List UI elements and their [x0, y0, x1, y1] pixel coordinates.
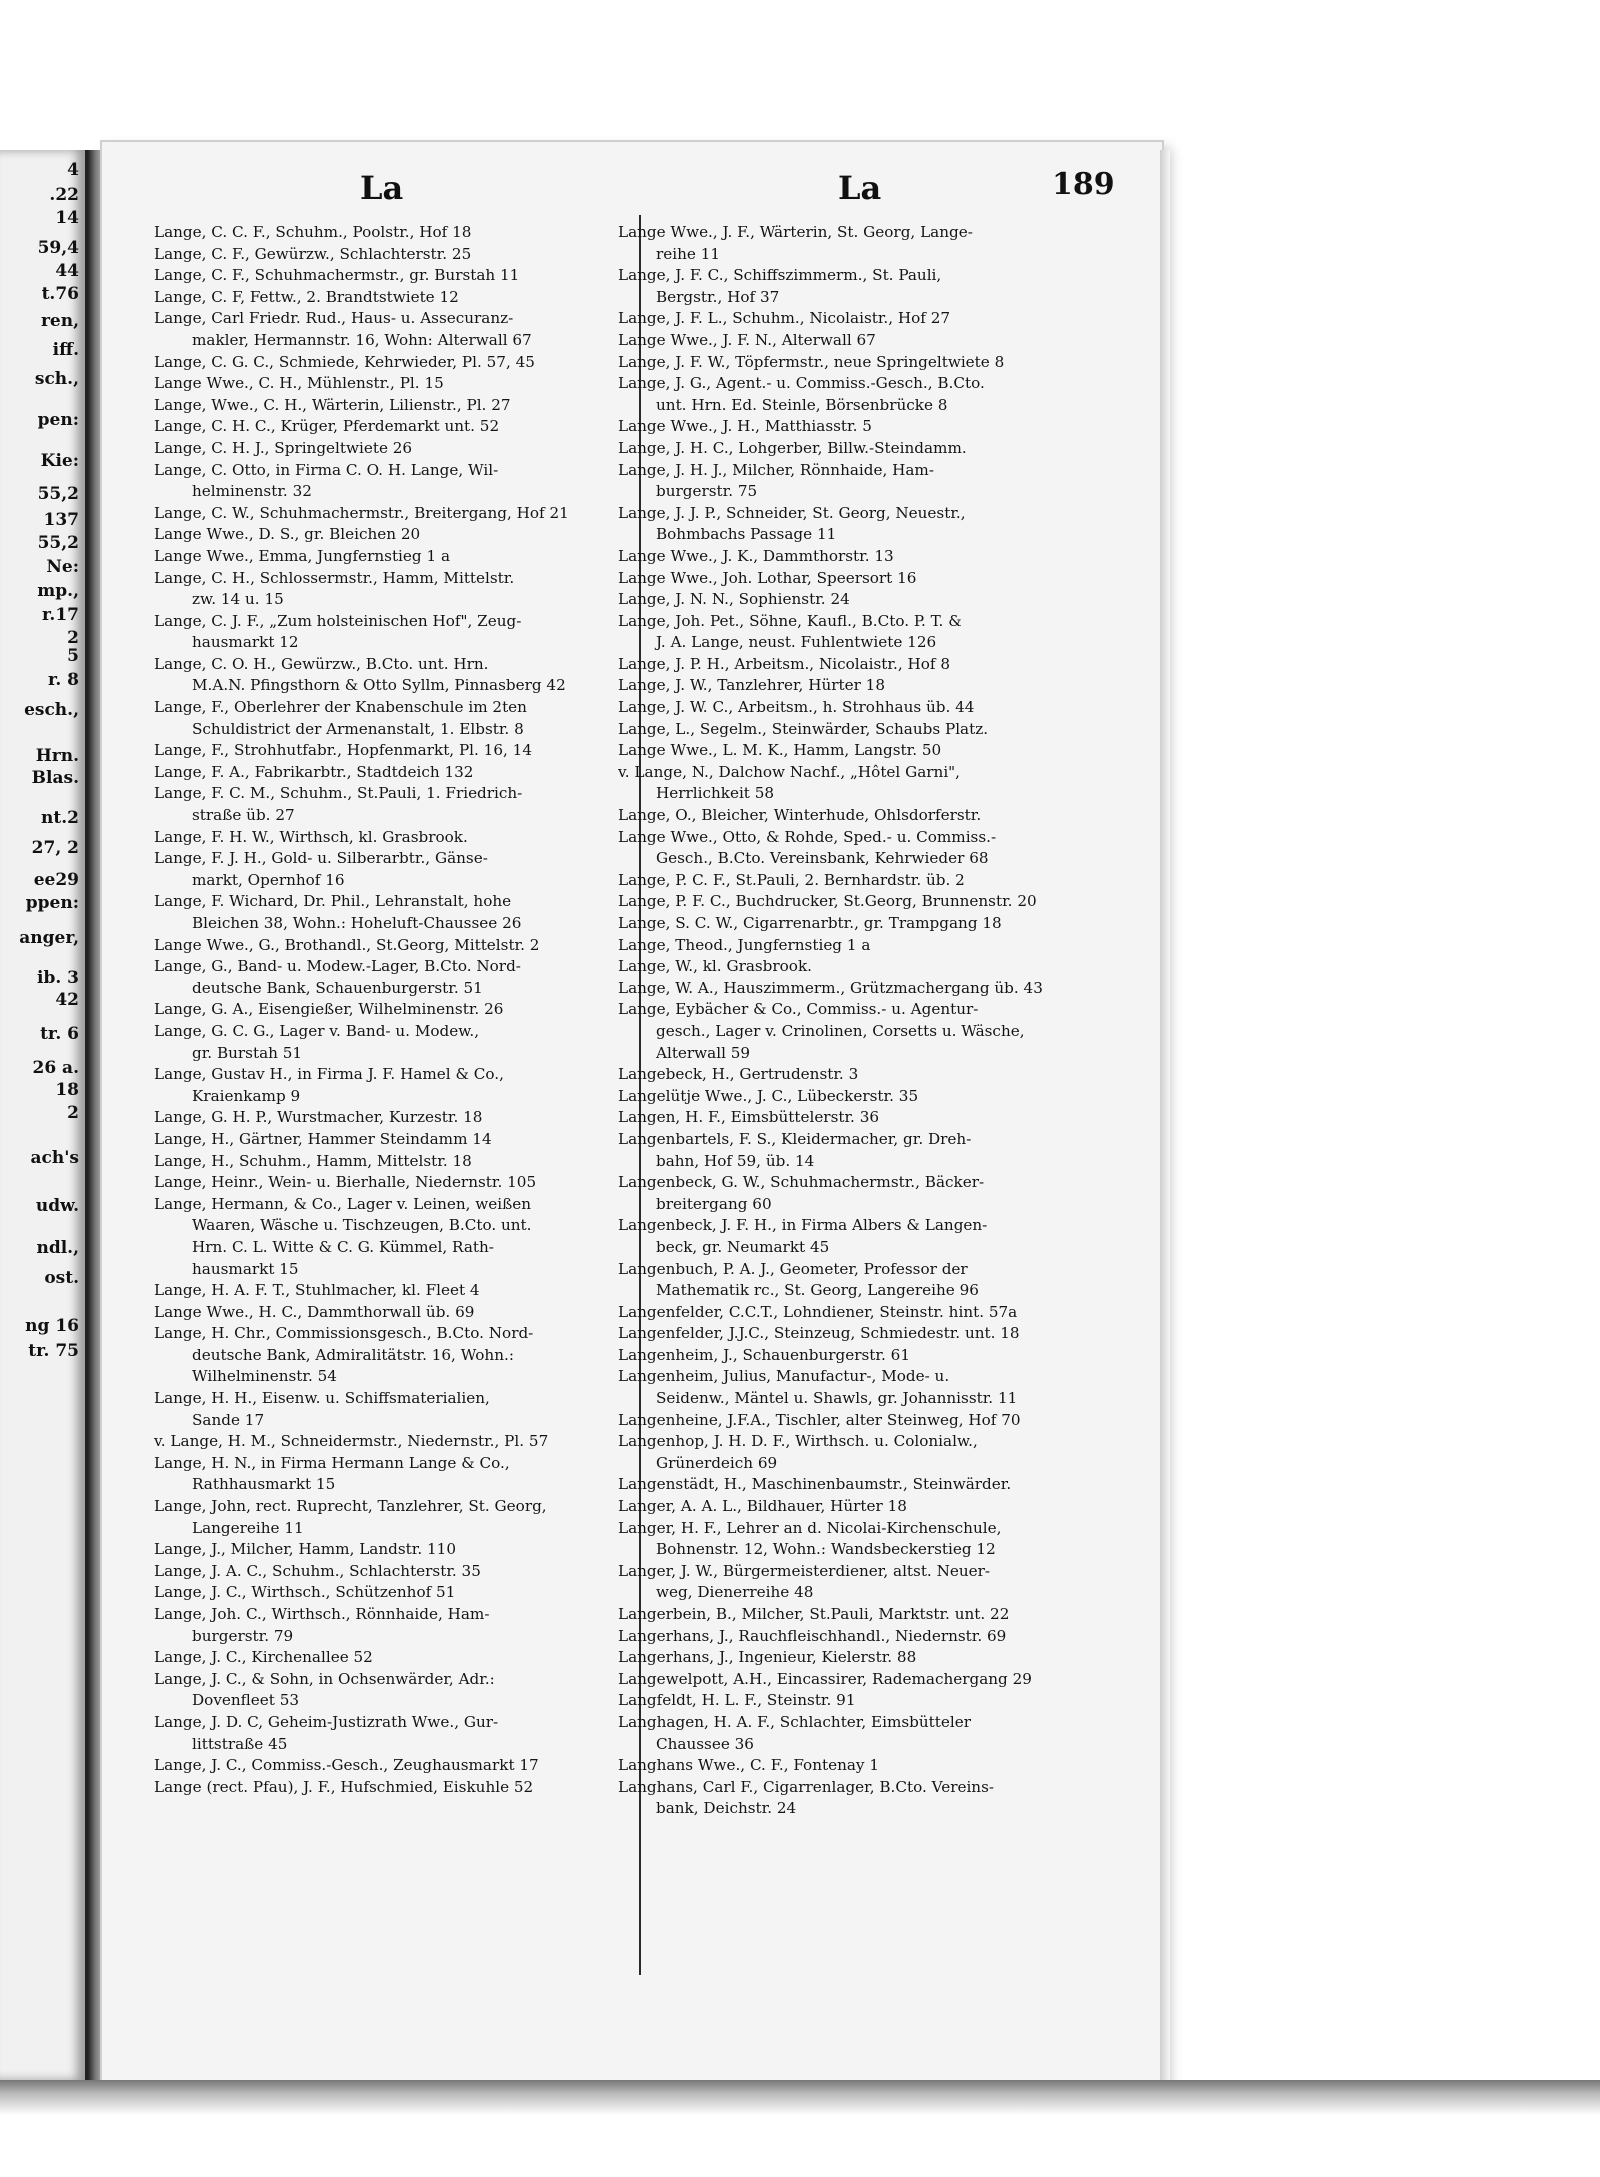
directory-entry-line: hausmarkt 15	[192, 1259, 299, 1278]
directory-entry-line: M.A.N. Pfingsthorn & Otto Syllm, Pinnasberg 42	[192, 676, 566, 695]
directory-entry-line: Langhagen, H. A. F., Schlachter, Eimsbütteler	[618, 1712, 971, 1731]
left-page-fragment: t.76	[41, 284, 79, 304]
directory-entry-line: Lange, W., kl. Grasbrook.	[618, 957, 812, 976]
directory-entry-line: Lange Wwe., Joh. Lothar, Speersort 16	[618, 568, 917, 587]
left-page-fragment: 2	[67, 1103, 79, 1123]
directory-entry-line: Lange, J. H. J., Milcher, Rönnhaide, Ham-	[618, 460, 934, 479]
directory-entry-line: Lange Wwe., J. F., Wärterin, St. Georg, Lange-	[618, 223, 973, 241]
left-page-fragment: iff.	[52, 340, 79, 360]
directory-entry-line: Lange, H. H., Eisenw. u. Schiffsmaterialien,	[154, 1389, 490, 1408]
directory-entry-line: Langerbein, B., Milcher, St.Pauli, Marktstr. unt. 22	[618, 1605, 1010, 1623]
left-page-fragment: pen:	[37, 410, 79, 430]
directory-entry-line: Lange, J. C., Wirthsch., Schützenhof 51	[154, 1583, 456, 1602]
directory-entry-line: Lange, J. J. P., Schneider, St. Georg, Neuestr.,	[618, 503, 966, 522]
directory-entry-line: Langerhans, J., Ingenieur, Kielerstr. 88	[618, 1648, 917, 1667]
directory-entry-line: Lange, F., Strohhutfabr., Hopfenmarkt, Pl. 16, 14	[154, 741, 532, 760]
directory-entry-line: Langenbartels, F. S., Kleidermacher, gr. Dreh-	[618, 1129, 972, 1148]
directory-entry-line: burgerstr. 75	[656, 482, 758, 501]
directory-entry-line: littstraße 45	[192, 1734, 288, 1753]
directory-entry-line: Lange Wwe., J. K., Dammthorstr. 13	[618, 546, 894, 565]
left-page-fragment: 14	[55, 208, 79, 228]
directory-entry-line: Lange (rect. Pfau), J. F., Hufschmied, Eiskuhle 52	[154, 1777, 534, 1796]
left-page-fragment: ng 16	[25, 1316, 79, 1336]
directory-entry-line: Lange Wwe., H. C., Dammthorwall üb. 69	[154, 1302, 475, 1321]
directory-entry-line: Mathematik rc., St. Georg, Langereihe 96	[656, 1281, 979, 1300]
directory-entry-line: Bohnenstr. 12, Wohn.: Wandsbeckerstieg 12	[656, 1540, 996, 1559]
directory-entry-line: Lange Wwe., G., Brothandl., St.Georg, Mittelstr. 2	[154, 935, 540, 954]
directory-entry-line: Lange, J., Milcher, Hamm, Landstr. 110	[154, 1540, 456, 1559]
left-page-fragment: Ne:	[46, 557, 79, 577]
directory-entry-line: Lange, J. A. C., Schuhm., Schlachterstr. 35	[154, 1561, 481, 1580]
left-page-fragment: 59,4	[37, 238, 79, 258]
directory-entry-line: Dovenfleet 53	[192, 1691, 300, 1710]
directory-entry-line: Lange, C. C. F., Schuhm., Poolstr., Hof 18	[154, 223, 472, 241]
directory-entry-line: Bohmbachs Passage 11	[656, 525, 837, 544]
left-page-fragment: mp.,	[37, 581, 79, 601]
left-page-fragment: ost.	[44, 1268, 79, 1288]
running-header-right: La	[838, 169, 882, 207]
directory-entry-line: Lange, J. C., & Sohn, in Ochsenwärder, Adr.:	[154, 1669, 495, 1688]
directory-entry-line: Hrn. C. L. Witte & C. G. Kümmel, Rath-	[192, 1237, 494, 1256]
directory-entry-line: Gesch., B.Cto. Vereinsbank, Kehrwieder 68	[656, 849, 989, 868]
left-page-fragment: 26 a.	[32, 1058, 79, 1078]
directory-entry-line: Langenbeck, J. F. H., in Firma Albers & Langen-	[618, 1216, 988, 1235]
left-page-fragment: Blas.	[31, 768, 79, 788]
directory-entry-line: Lange, Eybächer & Co., Commiss.- u. Agentur-	[618, 1000, 979, 1019]
left-page-sliver	[0, 150, 88, 2080]
directory-entry-line: helminenstr. 32	[192, 482, 312, 501]
directory-entry-line: Lange, C. F., Gewürzw., Schlachterstr. 25	[154, 244, 472, 263]
left-page-fragment: Hrn.	[35, 746, 79, 766]
directory-entry-line: Bleichen 38, Wohn.: Hoheluft-Chaussee 26	[192, 914, 522, 932]
directory-entry-line: Langebeck, H., Gertrudenstr. 3	[618, 1065, 859, 1084]
left-page-fragment: ppen:	[25, 893, 79, 913]
directory-entry-line: Lange, G. H. P., Wurstmacher, Kurzestr. 18	[154, 1108, 483, 1127]
directory-entry-line: Lange Wwe., Otto, & Rohde, Sped.- u. Commiss.-	[618, 827, 997, 846]
directory-entry-line: Lange, G. C. G., Lager v. Band- u. Modew.,	[154, 1021, 480, 1040]
directory-entry-line: v. Lange, H. M., Schneidermstr., Niedernstr., Pl. 57	[154, 1432, 549, 1451]
directory-entry-line: Lange, G., Band- u. Modew.-Lager, B.Cto. Nord-	[154, 957, 521, 976]
directory-entry-line: Langhans, Carl F., Cigarrenlager, B.Cto. Vereins-	[618, 1777, 995, 1796]
directory-entry-line: Lange, C. Otto, in Firma C. O. H. Lange, Wil-	[154, 460, 499, 479]
left-page-fragment: 55,2	[37, 533, 79, 553]
directory-entry-line: reihe 11	[656, 244, 721, 263]
directory-entry-line: Langer, J. W., Bürgermeisterdiener, altst. Neuer-	[618, 1561, 991, 1580]
bottom-shadow	[0, 2080, 1600, 2115]
directory-entry-line: Lange, J. D. C, Geheim-Justizrath Wwe., Gur-	[154, 1712, 499, 1731]
directory-entry-line: Lange, F. Wichard, Dr. Phil., Lehranstalt, hohe	[154, 892, 512, 911]
directory-entry-line: Langereihe 11	[192, 1518, 304, 1537]
directory-entry-line: Lange, O., Bleicher, Winterhude, Ohlsdorferstr.	[618, 806, 982, 825]
left-page-fragment: r. 8	[47, 670, 79, 690]
directory-entry-line: Langer, H. F., Lehrer an d. Nicolai-Kirchenschule,	[618, 1518, 1002, 1537]
left-page-fragment: anger,	[19, 928, 79, 948]
directory-entry-line: Lange, Gustav H., in Firma J. F. Hamel & Co.,	[154, 1065, 504, 1084]
directory-entry-line: Lange, H., Gärtner, Hammer Steindamm 14	[154, 1129, 492, 1148]
directory-entry-line: Langenheim, Julius, Manufactur-, Mode- u.	[618, 1367, 950, 1386]
directory-entry-line: Langenfelder, J.J.C., Steinzeug, Schmiedestr. unt. 18	[618, 1324, 1020, 1343]
page-number: 189	[1052, 167, 1115, 202]
directory-entry-line: Lange, J. C., Commiss.-Gesch., Zeughausmarkt 17	[154, 1756, 539, 1775]
directory-entry-line: Chaussee 36	[656, 1734, 754, 1753]
directory-entry-line: straße üb. 27	[192, 806, 295, 825]
directory-entry-line: Lange Wwe., J. H., Matthiasstr. 5	[618, 417, 872, 436]
directory-entry-line: Langewelpott, A.H., Eincassirer, Rademachergang 29	[618, 1669, 1032, 1688]
directory-entry-line: Herrlichkeit 58	[656, 784, 775, 803]
directory-entry-line: Lange Wwe., J. F. N., Alterwall 67	[618, 330, 876, 349]
left-page-fragment: tr. 6	[40, 1024, 79, 1044]
directory-entry-line: Lange, John, rect. Ruprecht, Tanzlehrer, St. Georg,	[154, 1497, 547, 1516]
directory-entry-line: Lange, Joh. C., Wirthsch., Rönnhaide, Ham-	[154, 1605, 490, 1623]
directory-entry-line: Langenfelder, C.C.T., Lohndiener, Steinstr. hint. 57a	[618, 1302, 1018, 1321]
directory-entry-line: Lange, C. H., Schlossermstr., Hamm, Mittelstr.	[154, 568, 515, 587]
directory-entry-line: zw. 14 u. 15	[192, 590, 284, 609]
left-page-fragment: esch.,	[24, 700, 79, 720]
directory-entry-line: Lange, H. Chr., Commissionsgesch., B.Cto. Nord-	[154, 1324, 534, 1343]
directory-entry-line: Lange, J. G., Agent.- u. Commiss.-Gesch., B.Cto.	[618, 374, 985, 393]
directory-entry-line: Lange, J. N. N., Sophienstr. 24	[618, 590, 850, 609]
page-edge	[1160, 150, 1170, 2080]
directory-entry-line: Langelütje Wwe., J. C., Lübeckerstr. 35	[618, 1086, 919, 1105]
directory-entry-line: Waaren, Wäsche u. Tischzeugen, B.Cto. unt.	[192, 1216, 532, 1235]
directory-entry-line: Lange, C. G. C., Schmiede, Kehrwieder, Pl. 57, 45	[154, 352, 535, 371]
left-page-fragment: ee29	[33, 870, 79, 890]
directory-entry-line: Lange, S. C. W., Cigarrenarbtr., gr. Trampgang 18	[618, 914, 1002, 932]
directory-entry-line: Rathhausmarkt 15	[192, 1475, 336, 1494]
directory-entry-line: Lange, L., Segelm., Steinwärder, Schaubs Platz.	[618, 719, 989, 738]
left-page-fragment: 42	[55, 990, 79, 1010]
directory-entry-line: bahn, Hof 59, üb. 14	[656, 1151, 815, 1170]
directory-entry-line: Lange, C. F, Fettw., 2. Brandtstwiete 12	[154, 287, 459, 306]
left-page-fragment: ren,	[40, 311, 79, 331]
directory-entry-line: Langen, H. F., Eimsbüttelerstr. 36	[618, 1108, 880, 1127]
left-page-fragment: nt.2	[41, 808, 79, 828]
directory-entry-line: Langerhans, J., Rauchfleischhandl., Niedernstr. 69	[618, 1626, 1007, 1645]
directory-entry-line: Lange, F., Oberlehrer der Knabenschule im 2ten	[154, 698, 527, 717]
directory-entry-line: Lange, J. H. C., Lohgerber, Billw.-Steindamm.	[618, 438, 967, 457]
left-page-fragment: 18	[55, 1080, 79, 1100]
directory-entry-line: markt, Opernhof 16	[192, 870, 345, 889]
directory-entry-line: Langenbuch, P. A. J., Geometer, Professor der	[618, 1259, 968, 1278]
directory-entry-line: Alterwall 59	[656, 1043, 751, 1062]
left-page-fragment: 44	[55, 261, 79, 281]
directory-entry-line: gesch., Lager v. Crinolinen, Corsetts u. Wäsche,	[656, 1021, 1025, 1040]
left-page-fragment: sch.,	[34, 369, 79, 389]
directory-entry-line: breitergang 60	[656, 1194, 772, 1213]
directory-column-right	[618, 222, 1130, 1820]
directory-entry-line: Lange, F. C. M., Schuhm., St.Pauli, 1. Friedrich-	[154, 784, 523, 803]
directory-entry-line: Langenheine, J.F.A., Tischler, alter Steinweg, Hof 70	[618, 1410, 1021, 1429]
left-page-fragment: ndl.,	[36, 1238, 79, 1258]
left-page-fragment: Kie:	[40, 451, 79, 471]
directory-entry-line: Lange, P. F. C., Buchdrucker, St.Georg, Brunnenstr. 20	[618, 892, 1037, 911]
directory-entry-line: Lange, Hermann, & Co., Lager v. Leinen, weißen	[154, 1194, 532, 1213]
left-page-fragment: 2	[67, 628, 79, 648]
directory-entry-line: Lange, C. O. H., Gewürzw., B.Cto. unt. Hrn.	[154, 654, 489, 673]
directory-entry-line: Lange, C. H. C., Krüger, Pferdemarkt unt. 52	[154, 417, 500, 436]
directory-entry-line: Lange, J. F. C., Schiffszimmerm., St. Pauli,	[618, 266, 942, 285]
left-page-fragment: .22	[49, 185, 79, 205]
directory-entry-line: Langfeldt, H. L. F., Steinstr. 91	[618, 1691, 856, 1710]
directory-entry-line: Langenheim, J., Schauenburgerstr. 61	[618, 1345, 910, 1364]
directory-entry-line: Sande 17	[192, 1410, 265, 1429]
directory-entry-line: Lange, J. F. L., Schuhm., Nicolaistr., Hof 27	[618, 309, 951, 328]
directory-entry-line: Lange, F. H. W., Wirthsch, kl. Grasbrook.	[154, 827, 468, 846]
directory-entry-line: deutsche Bank, Schauenburgerstr. 51	[192, 978, 483, 997]
directory-entry-line: hausmarkt 12	[192, 633, 299, 652]
directory-entry-line: Langenbeck, G. W., Schuhmachermstr., Bäcker-	[618, 1173, 985, 1192]
left-page-fragment: tr. 75	[28, 1341, 79, 1361]
directory-entry-line: Langer, A. A. L., Bildhauer, Hürter 18	[618, 1497, 907, 1516]
left-page-fragment: ib. 3	[36, 968, 79, 988]
left-page-fragment: 5	[67, 646, 79, 666]
directory-entry-line: Lange, Wwe., C. H., Wärterin, Lilienstr., Pl. 27	[154, 395, 511, 414]
directory-entry-line: Lange, H. N., in Firma Hermann Lange & Co.,	[154, 1453, 510, 1472]
running-header-left: La	[360, 169, 404, 207]
left-page-fragment: ach's	[30, 1148, 79, 1168]
directory-entry-line: Lange, C. H. J., Springeltwiete 26	[154, 438, 413, 457]
directory-entry-line: makler, Hermannstr. 16, Wohn: Alterwall 67	[192, 330, 532, 349]
directory-entry-line: Lange Wwe., Emma, Jungfernstieg 1 a	[154, 546, 451, 565]
directory-entry-line: Lange, C. F., Schuhmachermstr., gr. Burstah 11	[154, 266, 520, 285]
left-page-fragment: 4	[67, 160, 79, 180]
left-page-fragment: 55,2	[37, 484, 79, 504]
directory-entry-line: gr. Burstah 51	[192, 1043, 303, 1062]
directory-entry-line: Lange, P. C. F., St.Pauli, 2. Bernhardstr. üb. 2	[618, 870, 965, 889]
left-page-fragment: r.17	[42, 605, 79, 625]
directory-entry-line: Lange, F. A., Fabrikarbtr., Stadtdeich 132	[154, 762, 474, 781]
left-page-fragment: 27, 2	[31, 838, 79, 858]
directory-entry-line: Lange Wwe., L. M. K., Hamm, Langstr. 50	[618, 741, 942, 760]
directory-entry-line: Lange, J. F. W., Töpfermstr., neue Springeltwiete 8	[618, 352, 1005, 371]
left-page-fragment: udw.	[35, 1196, 79, 1216]
directory-entry-line: J. A. Lange, neust. Fuhlentwiete 126	[656, 633, 937, 652]
directory-entry-line: Lange, J. C., Kirchenallee 52	[154, 1648, 373, 1667]
directory-column-left	[154, 222, 649, 1798]
directory-entry-line: Lange, J. W., Tanzlehrer, Hürter 18	[618, 676, 885, 695]
directory-entry-line: Langhans Wwe., C. F., Fontenay 1	[618, 1756, 879, 1775]
directory-entry-line: Lange, Joh. Pet., Söhne, Kaufl., B.Cto. P. T. &	[618, 611, 962, 630]
directory-entry-line: Wilhelminenstr. 54	[192, 1367, 337, 1386]
directory-entry-line: Langenhop, J. H. D. F., Wirthsch. u. Colonialw.,	[618, 1432, 978, 1451]
directory-entry-line: beck, gr. Neumarkt 45	[656, 1237, 830, 1256]
directory-entry-line: Langenstädt, H., Maschinenbaumstr., Steinwärder.	[618, 1475, 1012, 1494]
directory-entry-line: v. Lange, N., Dalchow Nachf., „Hôtel Garni",	[618, 762, 960, 781]
directory-entry-line: deutsche Bank, Admiralitätstr. 16, Wohn.:	[192, 1345, 514, 1364]
directory-entry-line: Schuldistrict der Armenanstalt, 1. Elbstr. 8	[192, 719, 524, 738]
directory-entry-line: Bergstr., Hof 37	[656, 287, 780, 306]
directory-entry-line: Grünerdeich 69	[656, 1453, 778, 1472]
directory-entry-line: Seidenw., Mäntel u. Shawls, gr. Johannisstr. 11	[656, 1389, 1018, 1408]
directory-entry-line: Lange, F. J. H., Gold- u. Silberarbtr., Gänse-	[154, 849, 488, 868]
directory-entry-line: bank, Deichstr. 24	[656, 1799, 797, 1818]
directory-entry-line: Lange, J. P. H., Arbeitsm., Nicolaistr., Hof 8	[618, 654, 950, 673]
directory-entry-line: weg, Dienerreihe 48	[656, 1583, 814, 1602]
directory-entry-line: Lange, J. W. C., Arbeitsm., h. Strohhaus üb. 44	[618, 698, 975, 717]
directory-entry-line: Lange Wwe., D. S., gr. Bleichen 20	[154, 525, 421, 544]
left-page-fragment: 137	[43, 510, 79, 530]
directory-entry-line: Lange, Theod., Jungfernstieg 1 a	[618, 935, 871, 954]
directory-entry-line: Lange, C. W., Schuhmachermstr., Breitergang, Hof 21	[154, 503, 569, 522]
directory-entry-line: Lange, W. A., Hauszimmerm., Grützmachergang üb. 43	[618, 978, 1043, 997]
directory-entry-line: Lange, C. J. F., „Zum holsteinischen Hof", Zeug-	[154, 611, 522, 630]
directory-entry-line: Kraienkamp 9	[192, 1086, 301, 1105]
directory-entry-line: Lange, H. A. F. T., Stuhlmacher, kl. Fleet 4	[154, 1281, 480, 1300]
directory-entry-line: Lange, G. A., Eisengießer, Wilhelminenstr. 26	[154, 1000, 504, 1019]
directory-entry-line: Lange Wwe., C. H., Mühlenstr., Pl. 15	[154, 374, 444, 393]
directory-entry-line: unt. Hrn. Ed. Steinle, Börsenbrücke 8	[656, 395, 948, 414]
directory-entry-line: Lange, Heinr., Wein- u. Bierhalle, Niedernstr. 105	[154, 1173, 537, 1192]
directory-entry-line: Lange, Carl Friedr. Rud., Haus- u. Assecuranz-	[154, 309, 514, 328]
directory-entry-line: burgerstr. 79	[192, 1626, 294, 1645]
directory-entry-line: Lange, H., Schuhm., Hamm, Mittelstr. 18	[154, 1151, 472, 1170]
